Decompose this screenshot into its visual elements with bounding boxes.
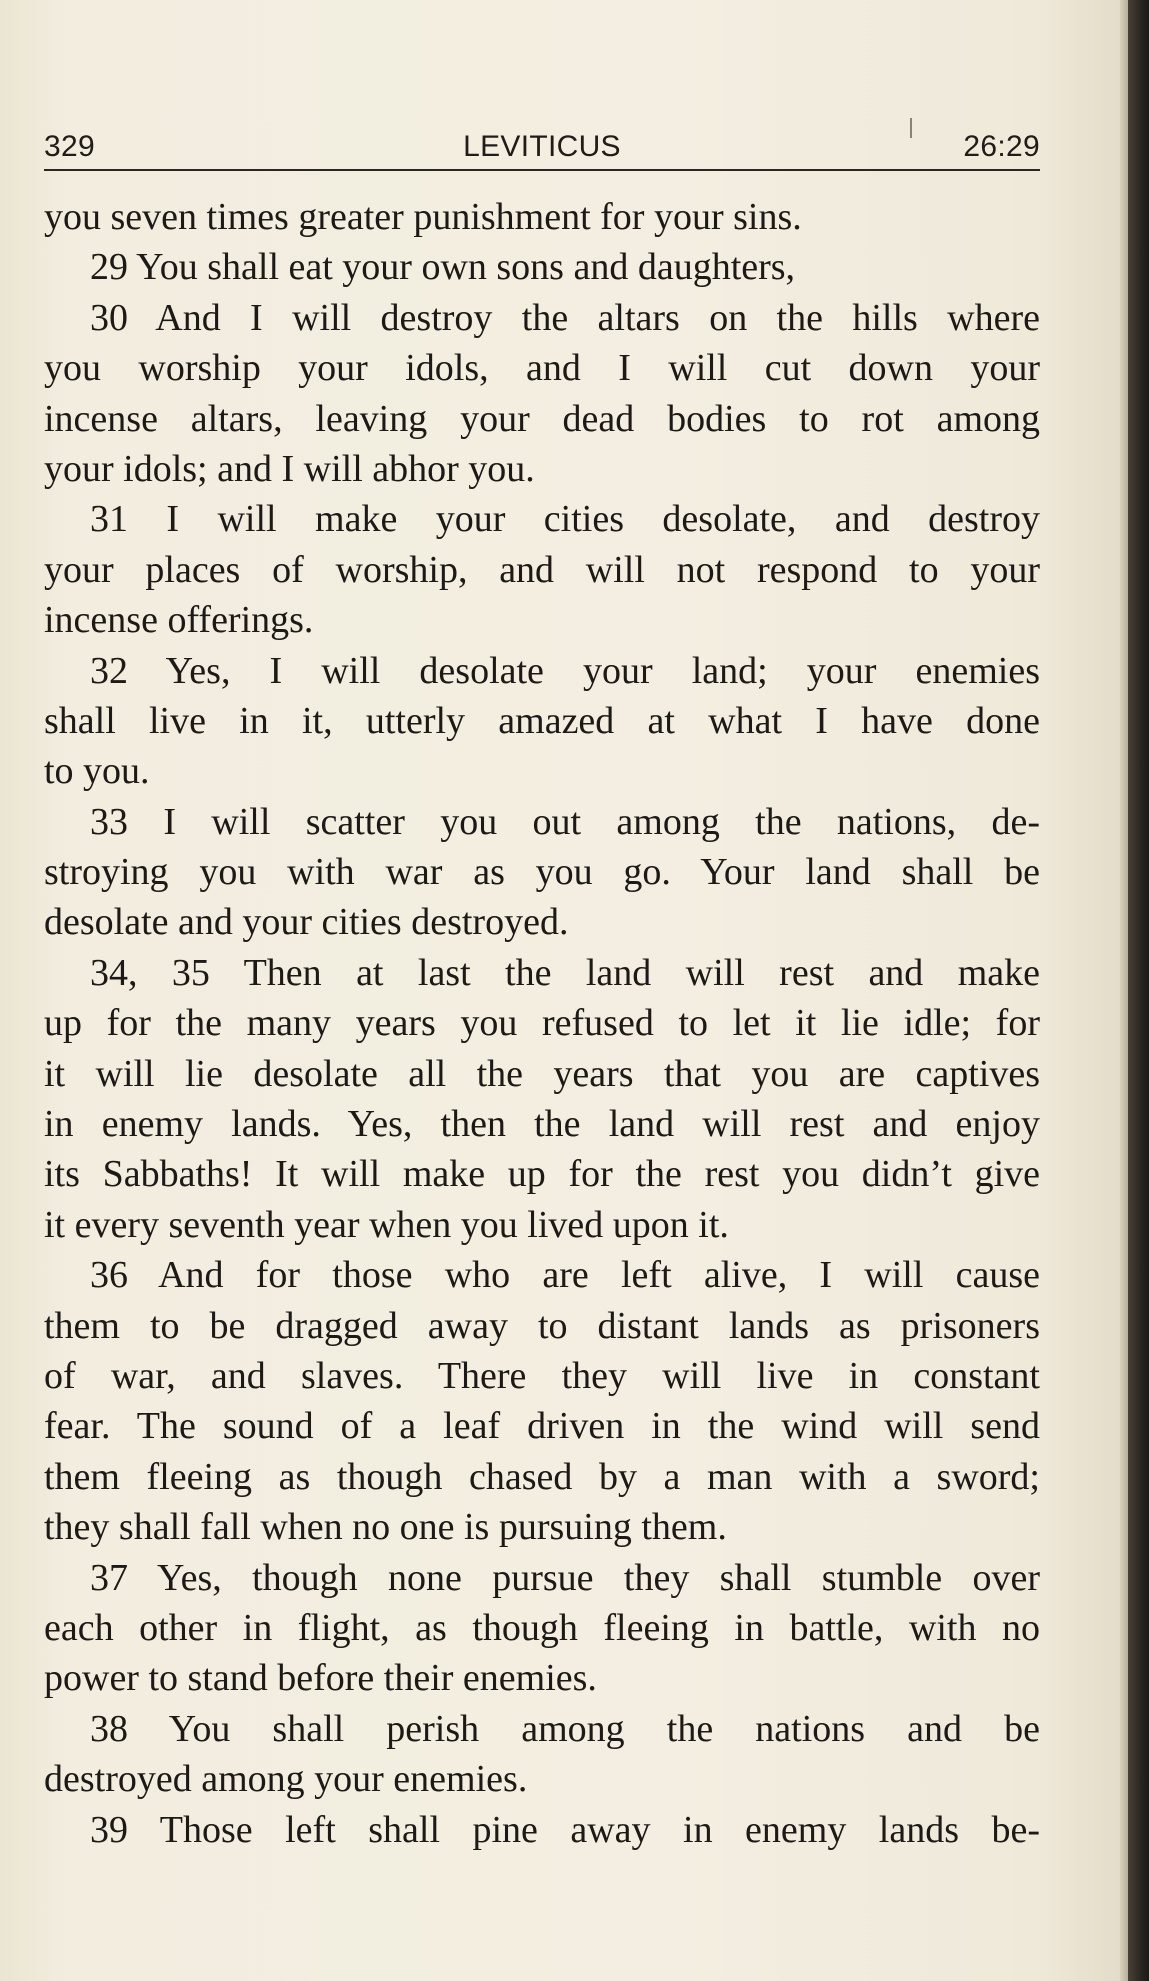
verse-line: 29 You shall eat your own sons and daughters, [90, 246, 796, 289]
page-number: 329 [44, 130, 95, 163]
text-line: of war, and slaves. There they will live in constant [44, 1354, 1040, 1397]
text-line: you worship your idols, and I will cut down your [44, 347, 1040, 390]
text-line: incense altars, leaving your dead bodies to rot among [44, 397, 1040, 440]
book-title: LEVITICUS [463, 130, 621, 163]
running-head [44, 130, 1040, 166]
verse-line: 36 And for those who are left alive, I will cause [90, 1254, 1040, 1297]
text-line: in enemy lands. Yes, then the land will rest and enjoy [44, 1103, 1040, 1146]
page-edge [1120, 0, 1128, 1981]
verse-line: 39 Those left shall pine away in enemy lands be- [90, 1808, 1040, 1851]
text-line: it every seventh year when you lived upon it. [44, 1203, 729, 1246]
text-line: stroying you with war as you go. Your land shall be [44, 851, 1040, 894]
text-line: your places of worship, and will not respond to your [44, 548, 1040, 591]
chapter-verse-reference: 26:29 [963, 130, 1040, 163]
text-line: incense offerings. [44, 599, 314, 642]
text-line: to you. [44, 750, 150, 793]
text-line: them to be dragged away to distant lands as prisoners [44, 1304, 1040, 1347]
verse-line: 37 Yes, though none pursue they shall stumble over [90, 1556, 1040, 1599]
text-line: they shall fall when no one is pursuing them. [44, 1506, 727, 1549]
text-line: you seven times greater punishment for your sins. [44, 196, 802, 238]
verse-line: 32 Yes, I will desolate your land; your enemies [90, 649, 1040, 692]
text-line: power to stand before their enemies. [44, 1657, 597, 1700]
verse-line: 31 I will make your cities desolate, and destroy [90, 498, 1040, 541]
verse-line: 34, 35 Then at last the land will rest and make [90, 951, 1040, 994]
text-line: up for the many years you refused to let it lie idle; for [44, 1002, 1040, 1045]
text-line: destroyed among your enemies. [44, 1758, 528, 1801]
header-rule [44, 169, 1040, 171]
text-line: them fleeing as though chased by a man with a sword; [44, 1455, 1040, 1498]
text-line: shall live in it, utterly amazed at what I have done [44, 699, 1040, 742]
text-line: it will lie desolate all the years that you are captives [44, 1052, 1040, 1095]
text-line: desolate and your cities destroyed. [44, 901, 569, 944]
text-line: fear. The sound of a leaf driven in the wind will send [44, 1405, 1040, 1448]
verse-line: 33 I will scatter you out among the nations, de- [90, 800, 1040, 843]
text-line: your idols; and I will abhor you. [44, 447, 535, 490]
text-line: each other in flight, as though fleeing in battle, with no [44, 1606, 1040, 1649]
verse-line: 30 And I will destroy the altars on the hills where [90, 296, 1040, 339]
scripture-text [44, 192, 1040, 1855]
text-line: its Sabbaths! It will make up for the rest you didn’t give [44, 1153, 1040, 1196]
binding-shadow [1128, 0, 1149, 1981]
verse-line: 38 You shall perish among the nations and be [90, 1707, 1040, 1750]
